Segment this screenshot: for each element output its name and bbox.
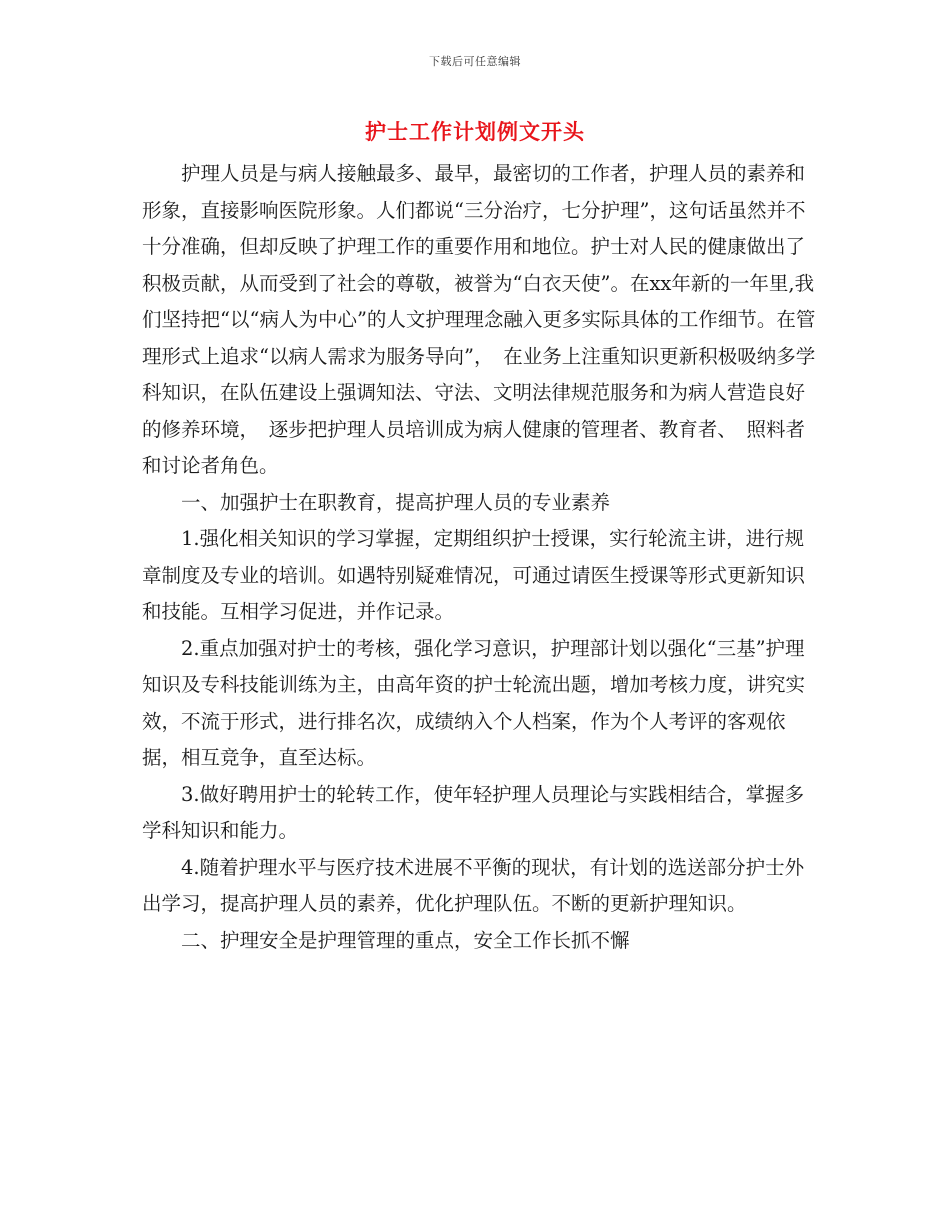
- list-item-4: 4.随着护理水平与医疗技术进展不平衡的现状，有计划的选送部分护士外出学习，提高护理人员的素养，优化护理队伍。不断的更新护理知识。: [142, 855, 805, 915]
- intro-paragraph: 护理人员是与病人接触最多、最早，最密切的工作者，护理人员的素养和形象，直接影响医院形象。人们都说“三分治疗，七分护理”，这句话虽然并不十分准确，但却反映了护理工作的重要作用和地位。护士对人民的健康做出了积极贡献，从而受到了社会的尊敬，被誉为“白衣天使”。在xx年新的一年里,我们坚持把“以“病人为中心”的人文护理理念融入更多实际具体的工作细节。在管理形式上追求“以病人需求为服务导向”， 在业务上注重知识更新积极吸纳多学科知识，在队伍建设上强调知法、守法、文明法律规范服务和为病人营造良好的修养环境， 逐步把护理人员培训成为病人健康的管理者、教育者、 照料者和讨论者角色。: [142, 162, 816, 477]
- document-body: [142, 156, 818, 959]
- section-heading-1: 一、加强护士在职教育，提高护理人员的专业素养: [181, 490, 611, 514]
- section-heading-2: 二、护理安全是护理管理的重点，安全工作长抓不懈: [181, 928, 630, 952]
- list-item-2: 2.重点加强对护士的考核，强化学习意识，护理部计划以强化“三基”护理知识及专科技能训练为主，由高年资的护士轮流出题，增加考核力度，讲究实效，不流于形式，进行排名次，成绩纳入个人档案，作为个人考评的客观依据，相互竞争，直至达标。: [142, 636, 806, 769]
- list-item-1: 1.强化相关知识的学习掌握，定期组织护士授课，实行轮流主讲，进行规章制度及专业的培训。如遇特别疑难情况，可通过请医生授课等形式更新知识和技能。互相学习促进，并作记录。: [142, 527, 806, 623]
- document-title: 护士工作计划例文开头: [365, 120, 585, 144]
- page-header-note: 下载后可任意编辑: [429, 55, 521, 68]
- list-item-3: 3.做好聘用护士的轮转工作，使年轻护理人员理论与实践相结合，掌握多学科知识和能力。: [142, 782, 805, 842]
